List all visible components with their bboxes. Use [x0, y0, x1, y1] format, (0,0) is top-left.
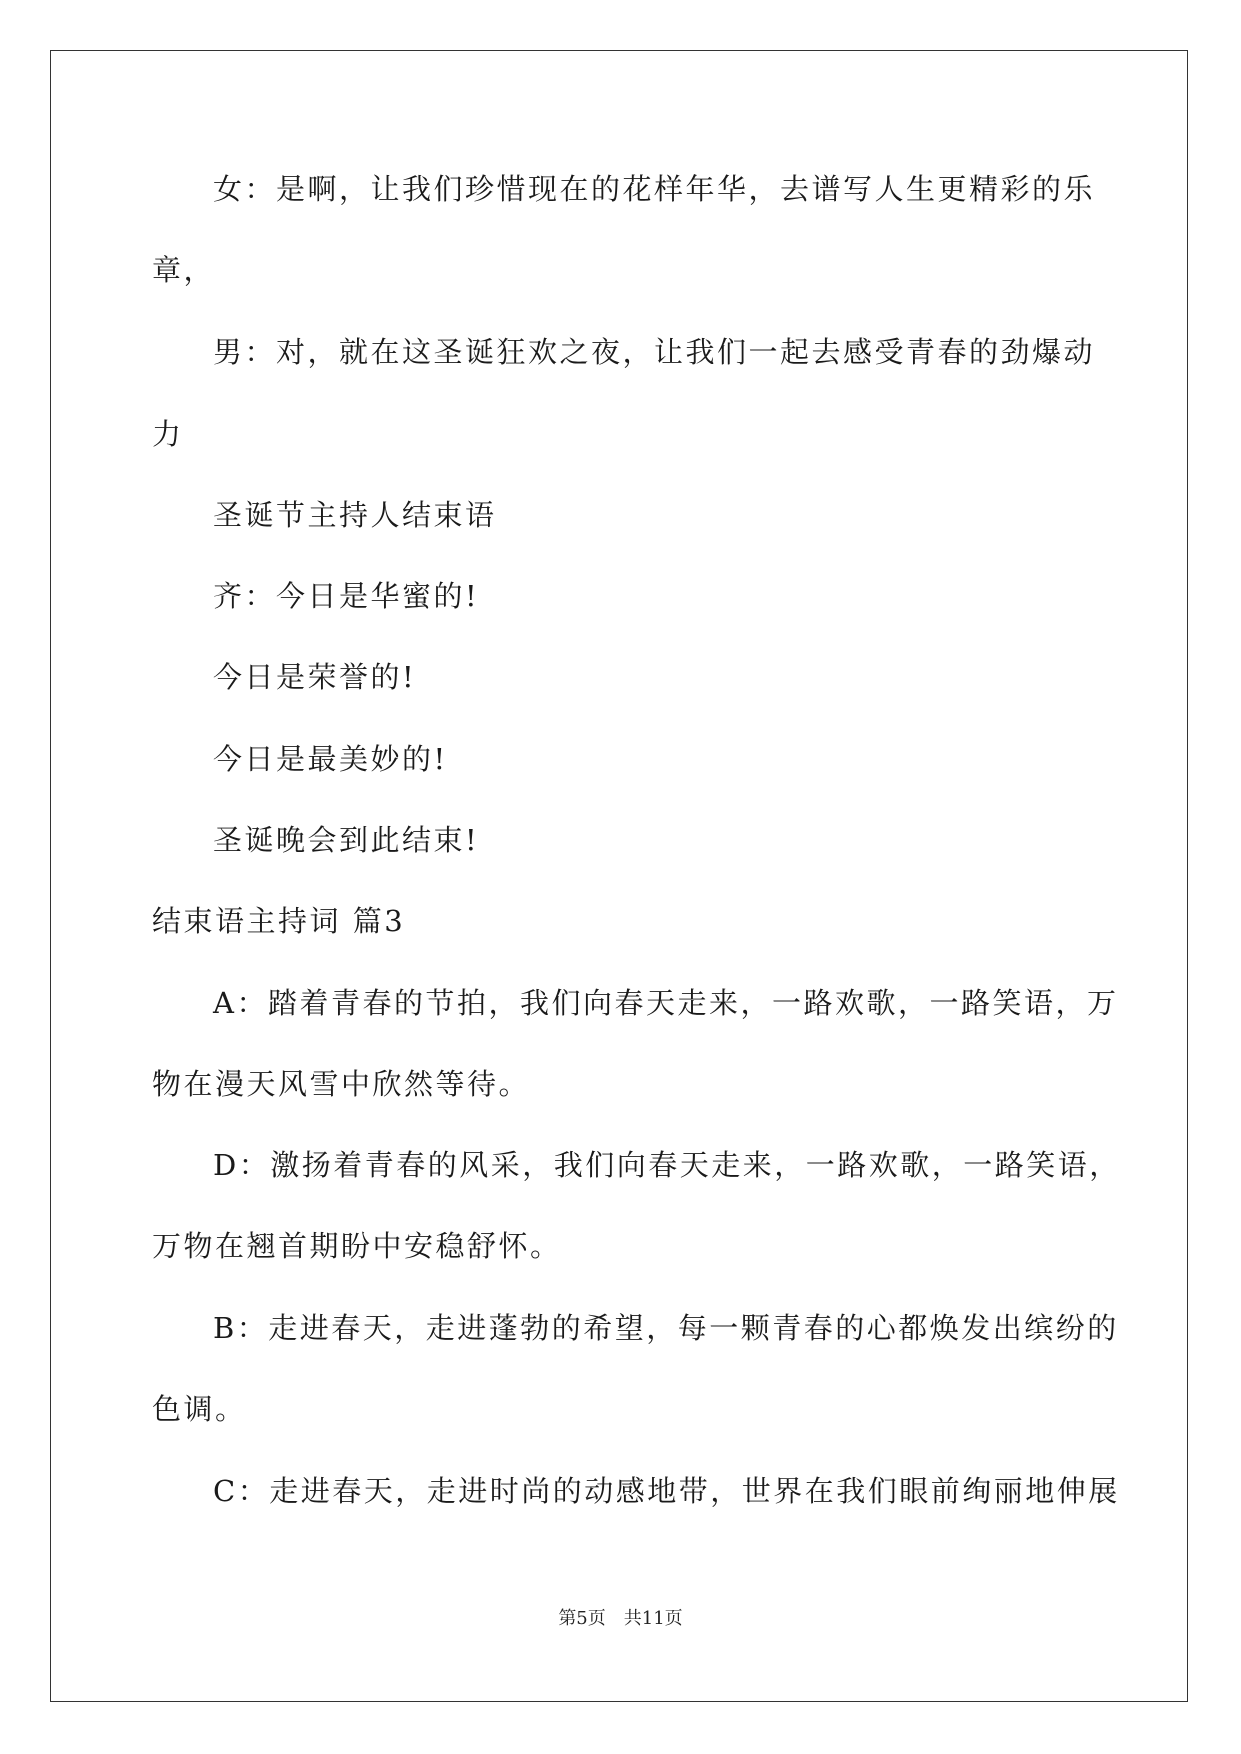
paragraph-line: 今日是最美妙的! [213, 742, 448, 776]
page-border [50, 50, 1188, 1702]
paragraph-line: 物在漫天风雪中欣然等待。 [152, 1067, 531, 1101]
paragraph-line: 男：对，就在这圣诞狂欢之夜，让我们一起去感受青春的劲爆动 [213, 335, 1096, 369]
paragraph-line: 今日是荣誉的! [213, 660, 417, 694]
paragraph-line: 女：是啊，让我们珍惜现在的花样年华，去谱写人生更精彩的乐 [213, 172, 1096, 206]
paragraph-line: B：走进春天，走进蓬勃的希望，每一颗青春的心都焕发出缤纷的 [213, 1311, 1119, 1345]
paragraph-line: A：踏着青春的节拍，我们向春天走来，一路欢歌，一路笑语，万 [213, 986, 1119, 1020]
paragraph-line: 色调。 [152, 1392, 247, 1426]
page-number: 第5页 [558, 1608, 606, 1629]
paragraph-line: 力 [152, 417, 184, 451]
page-footer [0, 1608, 1241, 1630]
paragraph-line: D：激扬着青春的风采，我们向春天走来，一路欢歌，一路笑语， [213, 1148, 1121, 1182]
paragraph-line: 圣诞节主持人结束语 [213, 498, 497, 532]
paragraph-line: 圣诞晚会到此结束! [213, 823, 480, 857]
paragraph-line: 章， [152, 253, 216, 287]
section-heading: 结束语主持词 篇3 [152, 904, 406, 938]
paragraph-line: C：走进春天，走进时尚的动感地带，世界在我们眼前绚丽地伸展 [213, 1474, 1120, 1508]
page-total: 共11页 [623, 1608, 683, 1629]
paragraph-line: 齐：今日是华蜜的! [213, 579, 480, 613]
paragraph-line: 万物在翘首期盼中安稳舒怀。 [152, 1229, 562, 1263]
